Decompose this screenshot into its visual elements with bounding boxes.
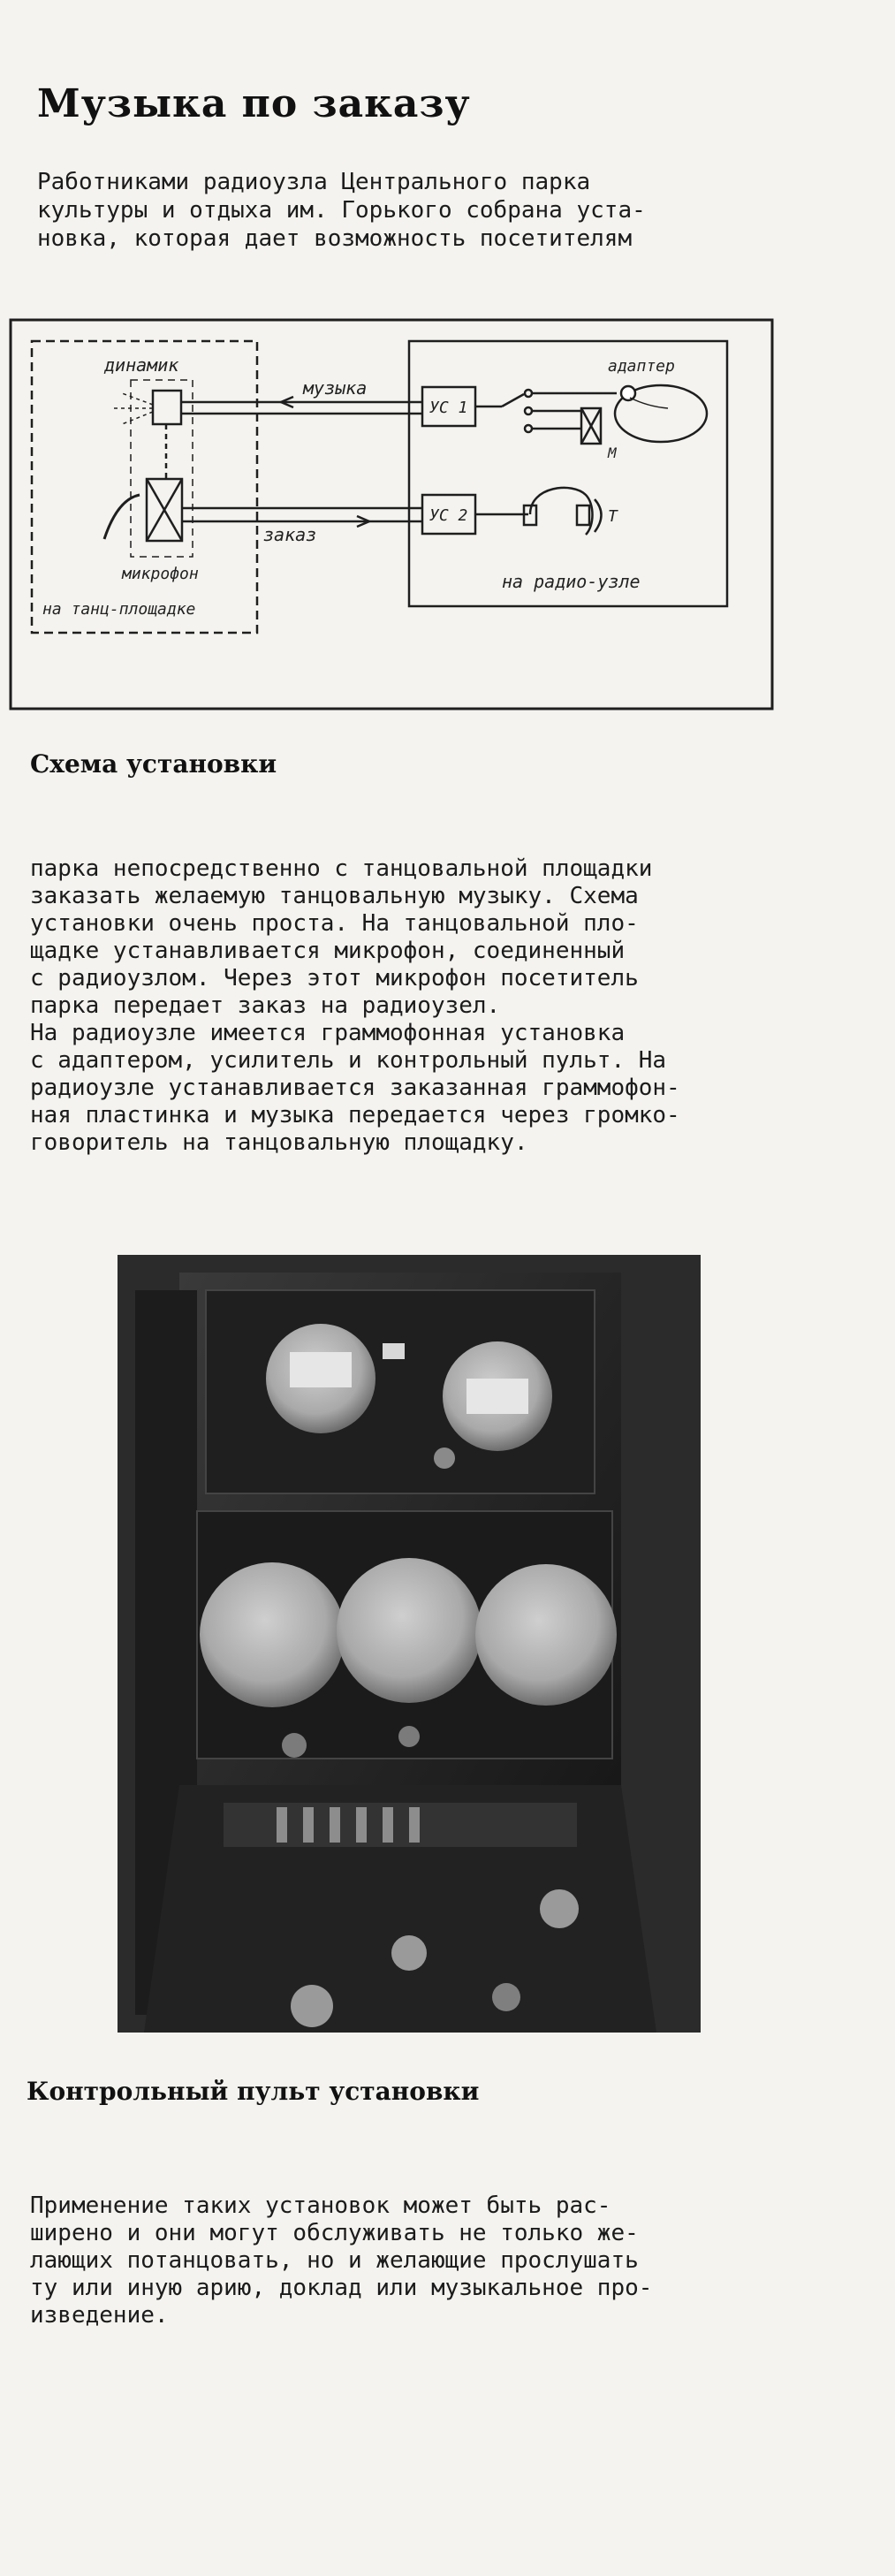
label-t: Т xyxy=(608,507,618,526)
label-na-radio: на радио-узле xyxy=(502,571,641,592)
label-muzyka: музыка xyxy=(303,377,368,399)
diagram-frame xyxy=(11,320,772,709)
label-dinamik: динамик xyxy=(104,354,179,376)
photo-caption: Контрольный пульт установки xyxy=(27,2077,480,2106)
label-us1: УС 1 xyxy=(429,399,468,417)
control-panel-photo xyxy=(118,1255,701,2033)
label-m: М xyxy=(608,445,617,461)
body-paragraph: парка непосредственно с танцовальной площадки заказать желаемую танцовальную музыку. Схема установки очень проста. На танцовальной пло- щадке устанавливается микрофон, соединенный с радиоузлом. Через этот микрофон посетитель парка передает заказ на радиоузел. На радиоузле имеется граммофонная установка с адаптером, усилитель и контрольный пульт. На радиоузле устанавливается заказанная граммофон- ная пластинка и музыка передается через громко- говоритель на танцовальную площадку. xyxy=(30,855,680,1156)
radio-node-area xyxy=(409,341,727,606)
dial-right xyxy=(475,1564,617,1706)
label-mikrofon: микрофон xyxy=(122,565,199,583)
dial-left xyxy=(200,1562,345,1707)
speaker-box xyxy=(153,391,181,424)
dance-floor-area xyxy=(32,341,257,633)
intro-paragraph: Работниками радиоузла Центрального парка культуры и отдыха им. Горького собрана уста- новка, которая дает возможность посетителям xyxy=(37,169,646,252)
label-adapter: адаптер xyxy=(608,357,675,376)
label-us2: УС 2 xyxy=(429,506,468,525)
article-title: Музыка по заказу xyxy=(37,81,471,126)
diagram-caption: Схема установки xyxy=(30,749,277,779)
final-paragraph: Применение таких установок может быть рас- ширено и они могут обслуживать не только же- лающих потанцовать, но и желающие прослушать ту или иную арию, доклад или музыкальное про- изведение. xyxy=(30,2192,653,2329)
label-na-tanc: на танц-площадке xyxy=(42,600,196,619)
dial-center xyxy=(337,1558,482,1703)
headphones xyxy=(530,488,593,535)
label-zakaz: заказ xyxy=(263,524,317,545)
schematic-diagram xyxy=(7,309,785,725)
